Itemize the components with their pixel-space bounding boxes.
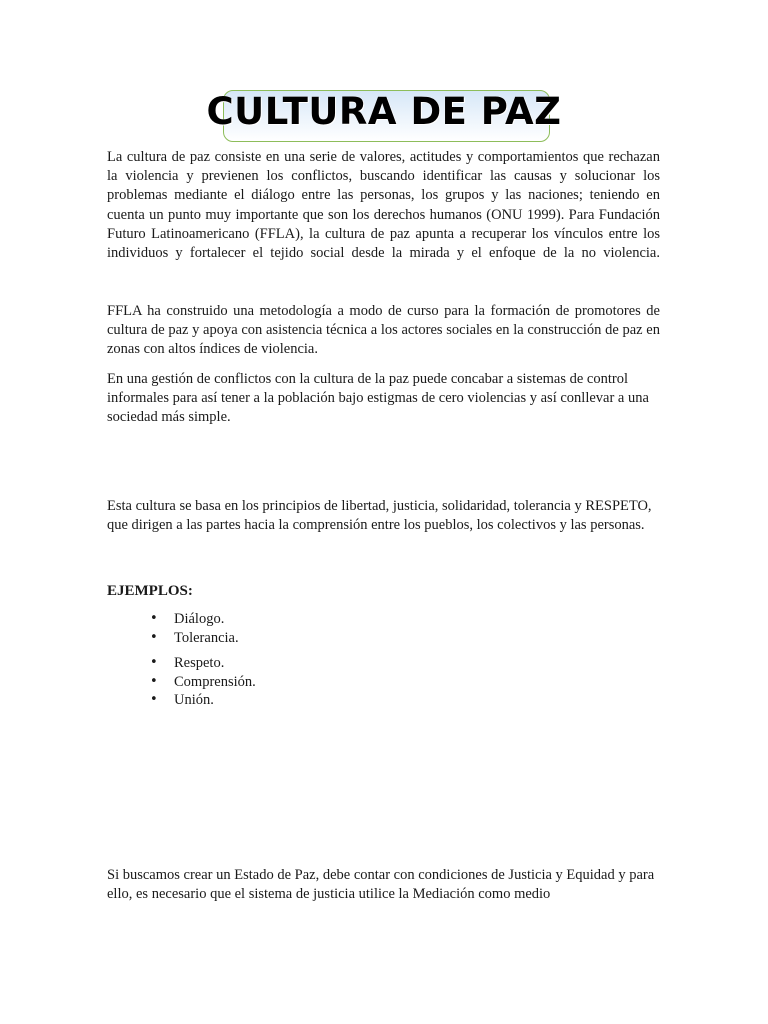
paragraph-conflict-management: En una gestión de conflictos con la cultura de la paz puede concabar a sistemas de control informales para así tener a la población bajo estigmas de cero violencias y así conllevar a una sociedad más simple. — [107, 371, 649, 426]
paragraph-definition: La cultura de paz consiste en una serie de valores, actitudes y comportamientos que rechazan la violencia y previenen los conflictos, buscando identificar las causas y solucionar los problemas mediante el diálogo entre las personas, los grupos y las naciones; teniendo en cuenta un punto muy importante que son los derechos humanos (ONU 1999). Para Fundación Futuro Latinoamericano (FFLA), la cultura de paz apunta a recuperar los vínculos entre los individuos y fortalecer el tejido social desde la mirada y el enfoque de la no violencia. — [107, 149, 660, 262]
list-item: • Comprensión. — [150, 673, 256, 690]
bullet-icon: • — [150, 611, 158, 626]
page-title: CULTURA DE PAZ — [206, 90, 562, 133]
examples-list-2 — [150, 654, 256, 710]
bullet-icon: • — [150, 673, 158, 689]
list-item: • Diálogo. — [150, 611, 225, 627]
paragraph-principles: Esta cultura se basa en los principios de libertad, justicia, solidaridad, tolerancia y RESPETO, que dirigen a las partes hacia la comprensión entre los pueblos, los colectivos y las personas. — [107, 498, 652, 534]
paragraph-ffla: FFLA ha construido una metodología a modo de curso para la formación de promotores de cultura de paz y apoya con asistencia técnica a los actores sociales en la construcción de paz en zonas con altos índices de violencia. — [107, 303, 660, 358]
bullet-icon: • — [150, 692, 158, 707]
examples-list-1 — [150, 610, 239, 647]
examples-heading: EJEMPLOS: — [107, 583, 193, 599]
list-item: • Respeto. — [150, 655, 225, 671]
bullet-icon: • — [150, 655, 158, 670]
paragraph-state-of-peace: Si buscamos crear un Estado de Paz, debe contar con condiciones de Justicia y Equidad y para ello, es necesario que el sistema de justicia utilice la Mediación como medio — [107, 867, 655, 903]
list-item: • Unión. — [150, 692, 214, 708]
bullet-icon: • — [150, 629, 158, 645]
list-item: • Tolerancia. — [150, 629, 239, 646]
